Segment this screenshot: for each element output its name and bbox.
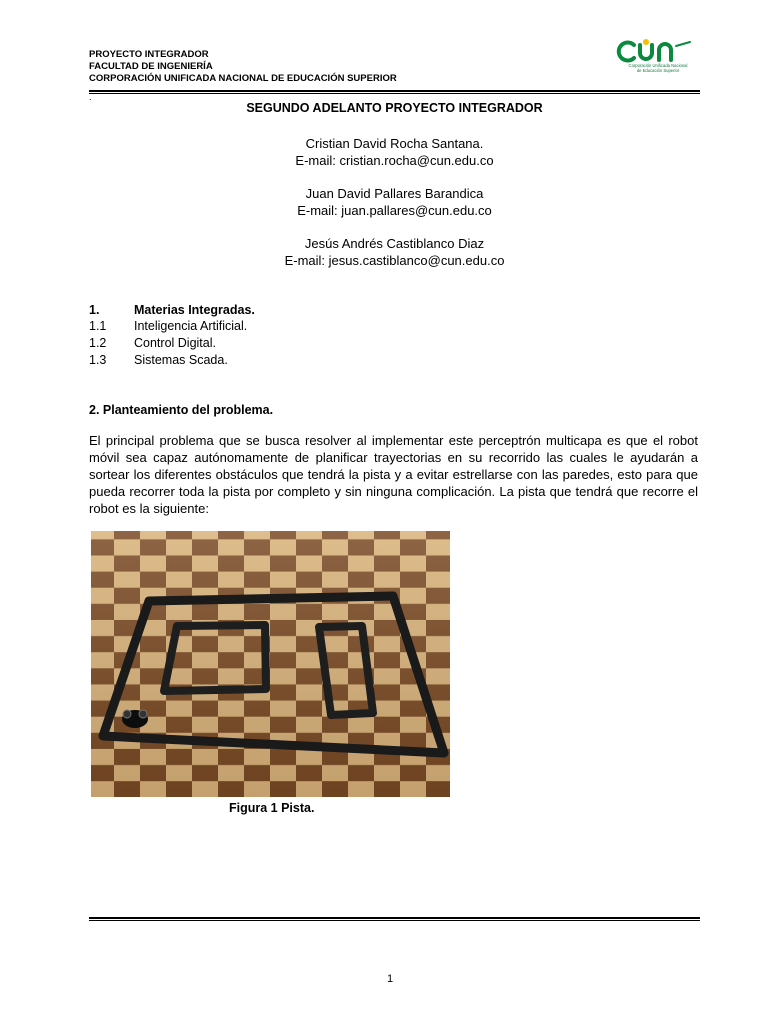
list-item (89, 335, 216, 352)
list-item (89, 352, 228, 369)
author-name: Cristian David Rocha Santana. (305, 136, 484, 151)
section-title: Materias Integradas. (134, 303, 255, 317)
cun-logo-mark (612, 36, 704, 64)
list-item (89, 318, 247, 335)
track-figure (91, 531, 450, 797)
header-faculty: FACULTAD DE INGENIERÍA (89, 61, 213, 72)
header-institution: CORPORACIÓN UNIFICADA NACIONAL DE EDUCACIÓN SUPERIOR (89, 73, 397, 84)
item-label: Control Digital. (134, 336, 216, 350)
figure-caption: Figura 1 Pista. (229, 801, 315, 815)
header-dot: . (89, 92, 92, 102)
page-number: 1 (386, 973, 394, 985)
author-block (89, 235, 700, 269)
item-number: 1.2 (89, 336, 107, 350)
section2-heading: 2. Planteamiento del problema. (89, 403, 274, 417)
logo-caption: Corporación Unificada Nacional de Educación Superior (628, 63, 688, 73)
document-title: SEGUNDO ADELANTO PROYECTO INTEGRADOR (246, 101, 543, 115)
author-block (89, 185, 700, 219)
cun-logo (612, 36, 704, 90)
author-block (89, 135, 700, 169)
robot-icon (122, 710, 148, 728)
header-project: PROYECTO INTEGRADOR (89, 49, 209, 60)
item-number: 1.3 (89, 353, 107, 367)
author-name: Jesús Andrés Castiblanco Diaz (304, 236, 485, 251)
author-name: Juan David Pallares Barandica (305, 186, 484, 201)
section1-heading (89, 302, 255, 319)
author-email: E-mail: cristian.rocha@cun.edu.co (295, 153, 494, 168)
author-email: E-mail: jesus.castiblanco@cun.edu.co (284, 253, 505, 268)
author-email: E-mail: juan.pallares@cun.edu.co (297, 203, 492, 218)
page-header (89, 49, 397, 85)
item-label: Sistemas Scada. (134, 353, 228, 367)
item-number: 1.1 (89, 319, 107, 333)
problem-paragraph: El principal problema que se busca resolver al implementar este perceptrón multicapa es que el robot móvil sea capaz autónomamente de planificar trayectorias en su recorrido las cuales le ayudarán a sortear los diferentes obstáculos que tendrá la pista y a evitar estrellarse con las paredes, esto para que pueda recorrer toda la pista por completo y sin ninguna complicación. La pista que tendrá que recorre el robot es la siguiente: (89, 433, 698, 516)
track-image (91, 531, 450, 797)
section-number: 1. (89, 303, 100, 317)
item-label: Inteligencia Artificial. (134, 319, 248, 333)
footer-rule (89, 917, 700, 921)
header-rule (89, 90, 700, 94)
